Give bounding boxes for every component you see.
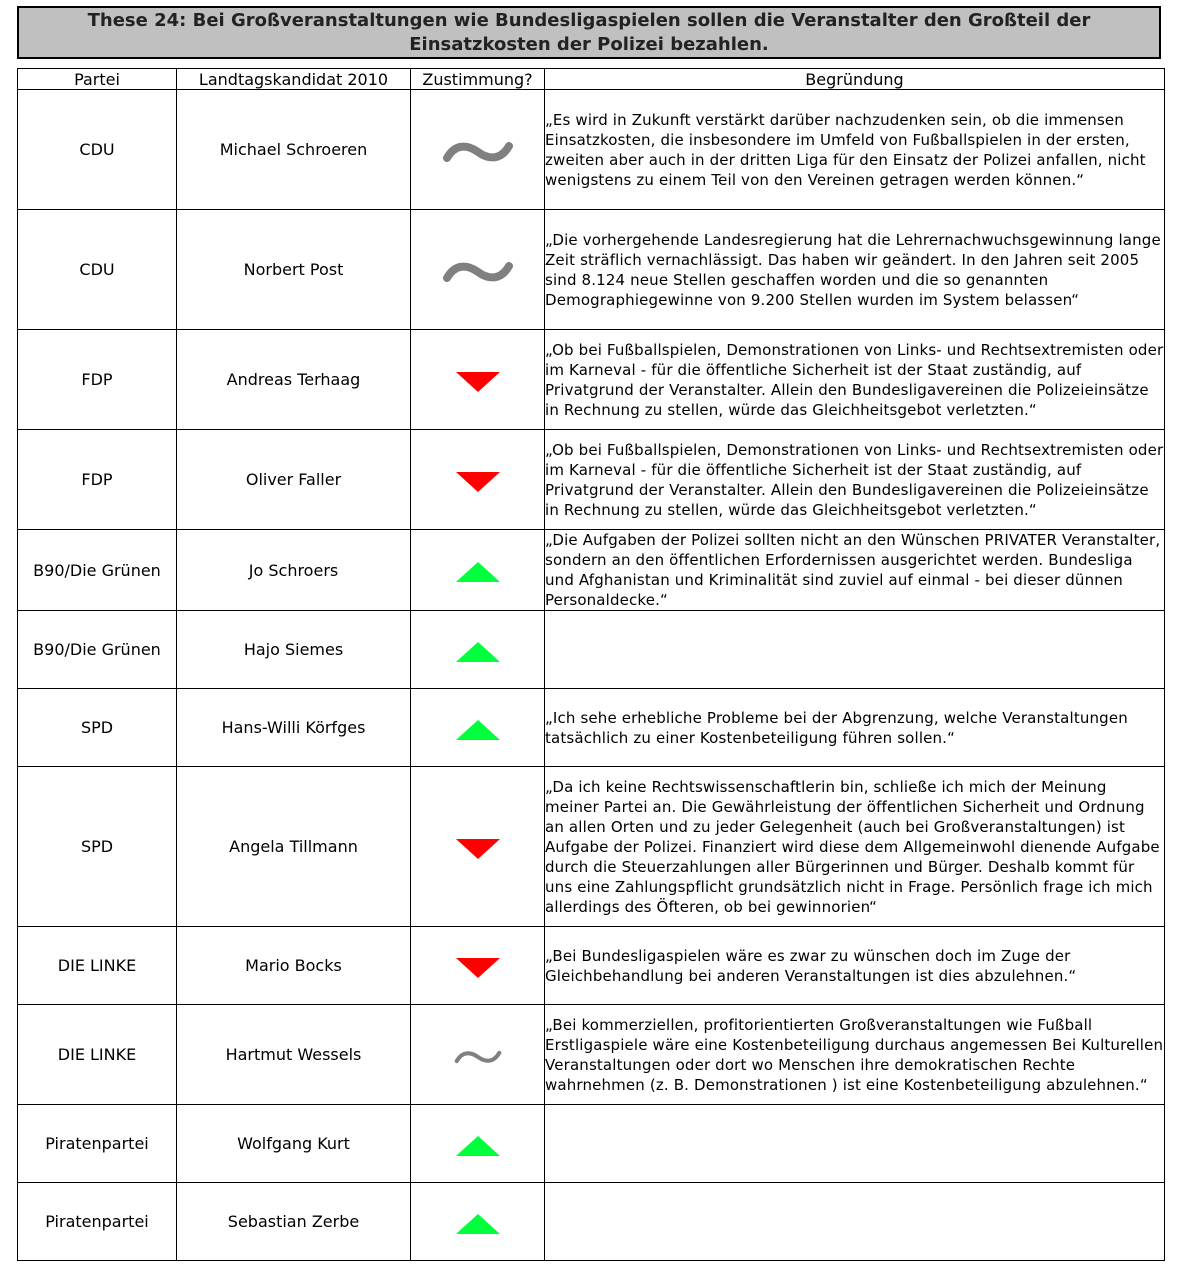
- vote-cell: [411, 611, 545, 689]
- up-triangle-icon: [456, 1214, 500, 1234]
- candidate-cell: Andreas Terhaag: [177, 330, 411, 430]
- column-header-vote: Zustimmung?: [411, 69, 545, 90]
- table-row: [18, 767, 1165, 927]
- up-triangle-icon: [456, 1136, 500, 1156]
- vote-cell: [411, 689, 545, 767]
- table-row: [18, 611, 1165, 689]
- vote-cell: [411, 430, 545, 530]
- vote-cell: [411, 767, 545, 927]
- table-row: [18, 689, 1165, 767]
- party-cell: Piratenpartei: [18, 1105, 177, 1183]
- up-triangle-icon: [456, 562, 500, 582]
- table-row: [18, 330, 1165, 430]
- party-cell: CDU: [18, 90, 177, 210]
- party-cell: DIE LINKE: [18, 1005, 177, 1105]
- party-cell: DIE LINKE: [18, 927, 177, 1005]
- table-row: [18, 1183, 1165, 1261]
- candidate-cell: Norbert Post: [177, 210, 411, 330]
- reason-cell: [545, 611, 1165, 689]
- party-cell: B90/Die Grünen: [18, 611, 177, 689]
- up-triangle-icon: [456, 720, 500, 740]
- vote-cell: [411, 927, 545, 1005]
- vote-cell: [411, 1105, 545, 1183]
- reason-cell: „Da ich keine Rechtswissenschaftlerin bin, schließe ich mich der Meinung meiner Partei an. Die Gewährleistung der öffentlichen Sicherheit und Ordnung an allen Orten und zu jeder Gelegenheit (auch bei Großveranstaltungen) ist Aufgabe der Polizei. Finanziert wird diese dem Allgemeinwohl dienende Aufgabe durch die Steuerzahlungen aller Bürgerinnen und Bürger. Deshalb kommt für uns eine Zahlungspflicht grundsätzlich nicht in Frage. Persönlich frage ich mich allerdings des Öfteren, ob bei gewinnorien“: [545, 767, 1165, 927]
- party-cell: SPD: [18, 767, 177, 927]
- column-header-party: Partei: [18, 69, 177, 90]
- candidate-cell: Angela Tillmann: [177, 767, 411, 927]
- vote-cell: [411, 530, 545, 611]
- reason-cell: „Die vorhergehende Landesregierung hat die Lehrernachwuchsgewinnung lange Zeit sträflich vernachlässigt. Das haben wir geändert. In den Jahren seit 2005 sind 8.124 neue Stellen geschaffen worden und die so genannten Demographiegewinne von 9.200 Stellen wurden im System belassen“: [545, 210, 1165, 330]
- table-row: [18, 210, 1165, 330]
- table-row: [18, 530, 1165, 611]
- table-row: [18, 90, 1165, 210]
- party-cell: CDU: [18, 210, 177, 330]
- party-cell: FDP: [18, 330, 177, 430]
- table-row: [18, 430, 1165, 530]
- vote-cell: [411, 90, 545, 210]
- party-cell: SPD: [18, 689, 177, 767]
- candidate-cell: Hartmut Wessels: [177, 1005, 411, 1105]
- down-triangle-icon: [456, 372, 500, 392]
- table-row: [18, 927, 1165, 1005]
- page-title: These 24: Bei Großveranstaltungen wie Bundesligaspielen sollen die Veranstalter den Großteil der Einsatzkosten der Polizei bezahlen.: [87, 9, 1091, 55]
- candidate-cell: Michael Schroeren: [177, 90, 411, 210]
- vote-cell: [411, 330, 545, 430]
- tilde-icon: [443, 258, 513, 286]
- reason-cell: „Bei Bundesligaspielen wäre es zwar zu wünschen doch im Zuge der Gleichbehandlung bei anderen Veranstaltungen ist dies abzulehnen.“: [545, 927, 1165, 1005]
- vote-cell: [411, 210, 545, 330]
- party-cell: B90/Die Grünen: [18, 530, 177, 611]
- column-header-candidate: Landtagskandidat 2010: [177, 69, 411, 90]
- candidate-cell: Jo Schroers: [177, 530, 411, 611]
- up-triangle-icon: [456, 642, 500, 662]
- table-row: [18, 1005, 1165, 1105]
- candidate-cell: Hajo Siemes: [177, 611, 411, 689]
- tilde-icon: [443, 138, 513, 166]
- down-triangle-icon: [456, 839, 500, 859]
- reason-cell: [545, 1183, 1165, 1261]
- candidate-cell: Sebastian Zerbe: [177, 1183, 411, 1261]
- party-cell: FDP: [18, 430, 177, 530]
- candidate-cell: Hans-Willi Körfges: [177, 689, 411, 767]
- candidate-cell: Oliver Faller: [177, 430, 411, 530]
- theses-table: [17, 68, 1165, 1261]
- vote-cell: [411, 1005, 545, 1105]
- party-cell: Piratenpartei: [18, 1183, 177, 1261]
- table-row: [18, 1105, 1165, 1183]
- candidate-cell: Mario Bocks: [177, 927, 411, 1005]
- reason-cell: „Ich sehe erhebliche Probleme bei der Abgrenzung, welche Veranstaltungen tatsächlich zu einer Kostenbeteiligung führen sollen.“: [545, 689, 1165, 767]
- candidate-cell: Wolfgang Kurt: [177, 1105, 411, 1183]
- page-title-banner: [17, 6, 1161, 59]
- reason-cell: „Es wird in Zukunft verstärkt darüber nachzudenken sein, ob die immensen Einsatzkosten, die insbesondere im Umfeld von Fußballspielen in der ersten, zweiten aber auch in der dritten Liga für den Einsatz der Polizei anfallen, nicht wenigstens zu einem Teil von den Vereinen getragen werden können.“: [545, 90, 1165, 210]
- reason-cell: „Bei kommerziellen, profitorientierten Großveranstaltungen wie Fußball Erstligaspiele wäre eine Kostenbeteiligung durchaus angemessen Bei Kulturellen Veranstaltungen oder dort wo Menschen ihre demokratischen Rechte wahrnehmen (z. B. Demonstrationen ) ist eine Kostenbeteiligung abzulehnen.“: [545, 1005, 1165, 1105]
- reason-cell: [545, 1105, 1165, 1183]
- reason-cell: „Die Aufgaben der Polizei sollten nicht an den Wünschen PRIVATER Veranstalter, sondern an den öffentlichen Erfordernissen ausgerichtet werden. Bundesliga und Afghanistan und Kriminalität sind zuviel auf einmal - bei dieser dünnen Personaldecke.“: [545, 530, 1165, 611]
- table-header-row: [18, 69, 1165, 90]
- reason-cell: „Ob bei Fußballspielen, Demonstrationen von Links- und Rechtsextremisten oder im Karneval - für die öffentliche Sicherheit ist der Staat zuständig, auf Privatgrund der Veranstalter. Allein den Bundesligavereinen die Polizeieinsätze in Rechnung zu stellen, würde das Gleichheitsgebot verletzten.“: [545, 430, 1165, 530]
- reason-cell: „Ob bei Fußballspielen, Demonstrationen von Links- und Rechtsextremisten oder im Karneval - für die öffentliche Sicherheit ist der Staat zuständig, auf Privatgrund der Veranstalter. Allein den Bundesligavereinen die Polizeieinsätze in Rechnung zu stellen, würde das Gleichheitsgebot verletzten.“: [545, 330, 1165, 430]
- down-triangle-icon: [456, 958, 500, 978]
- column-header-reason: Begründung: [545, 69, 1165, 90]
- vote-cell: [411, 1183, 545, 1261]
- tilde-icon: [454, 1047, 502, 1067]
- down-triangle-icon: [456, 472, 500, 492]
